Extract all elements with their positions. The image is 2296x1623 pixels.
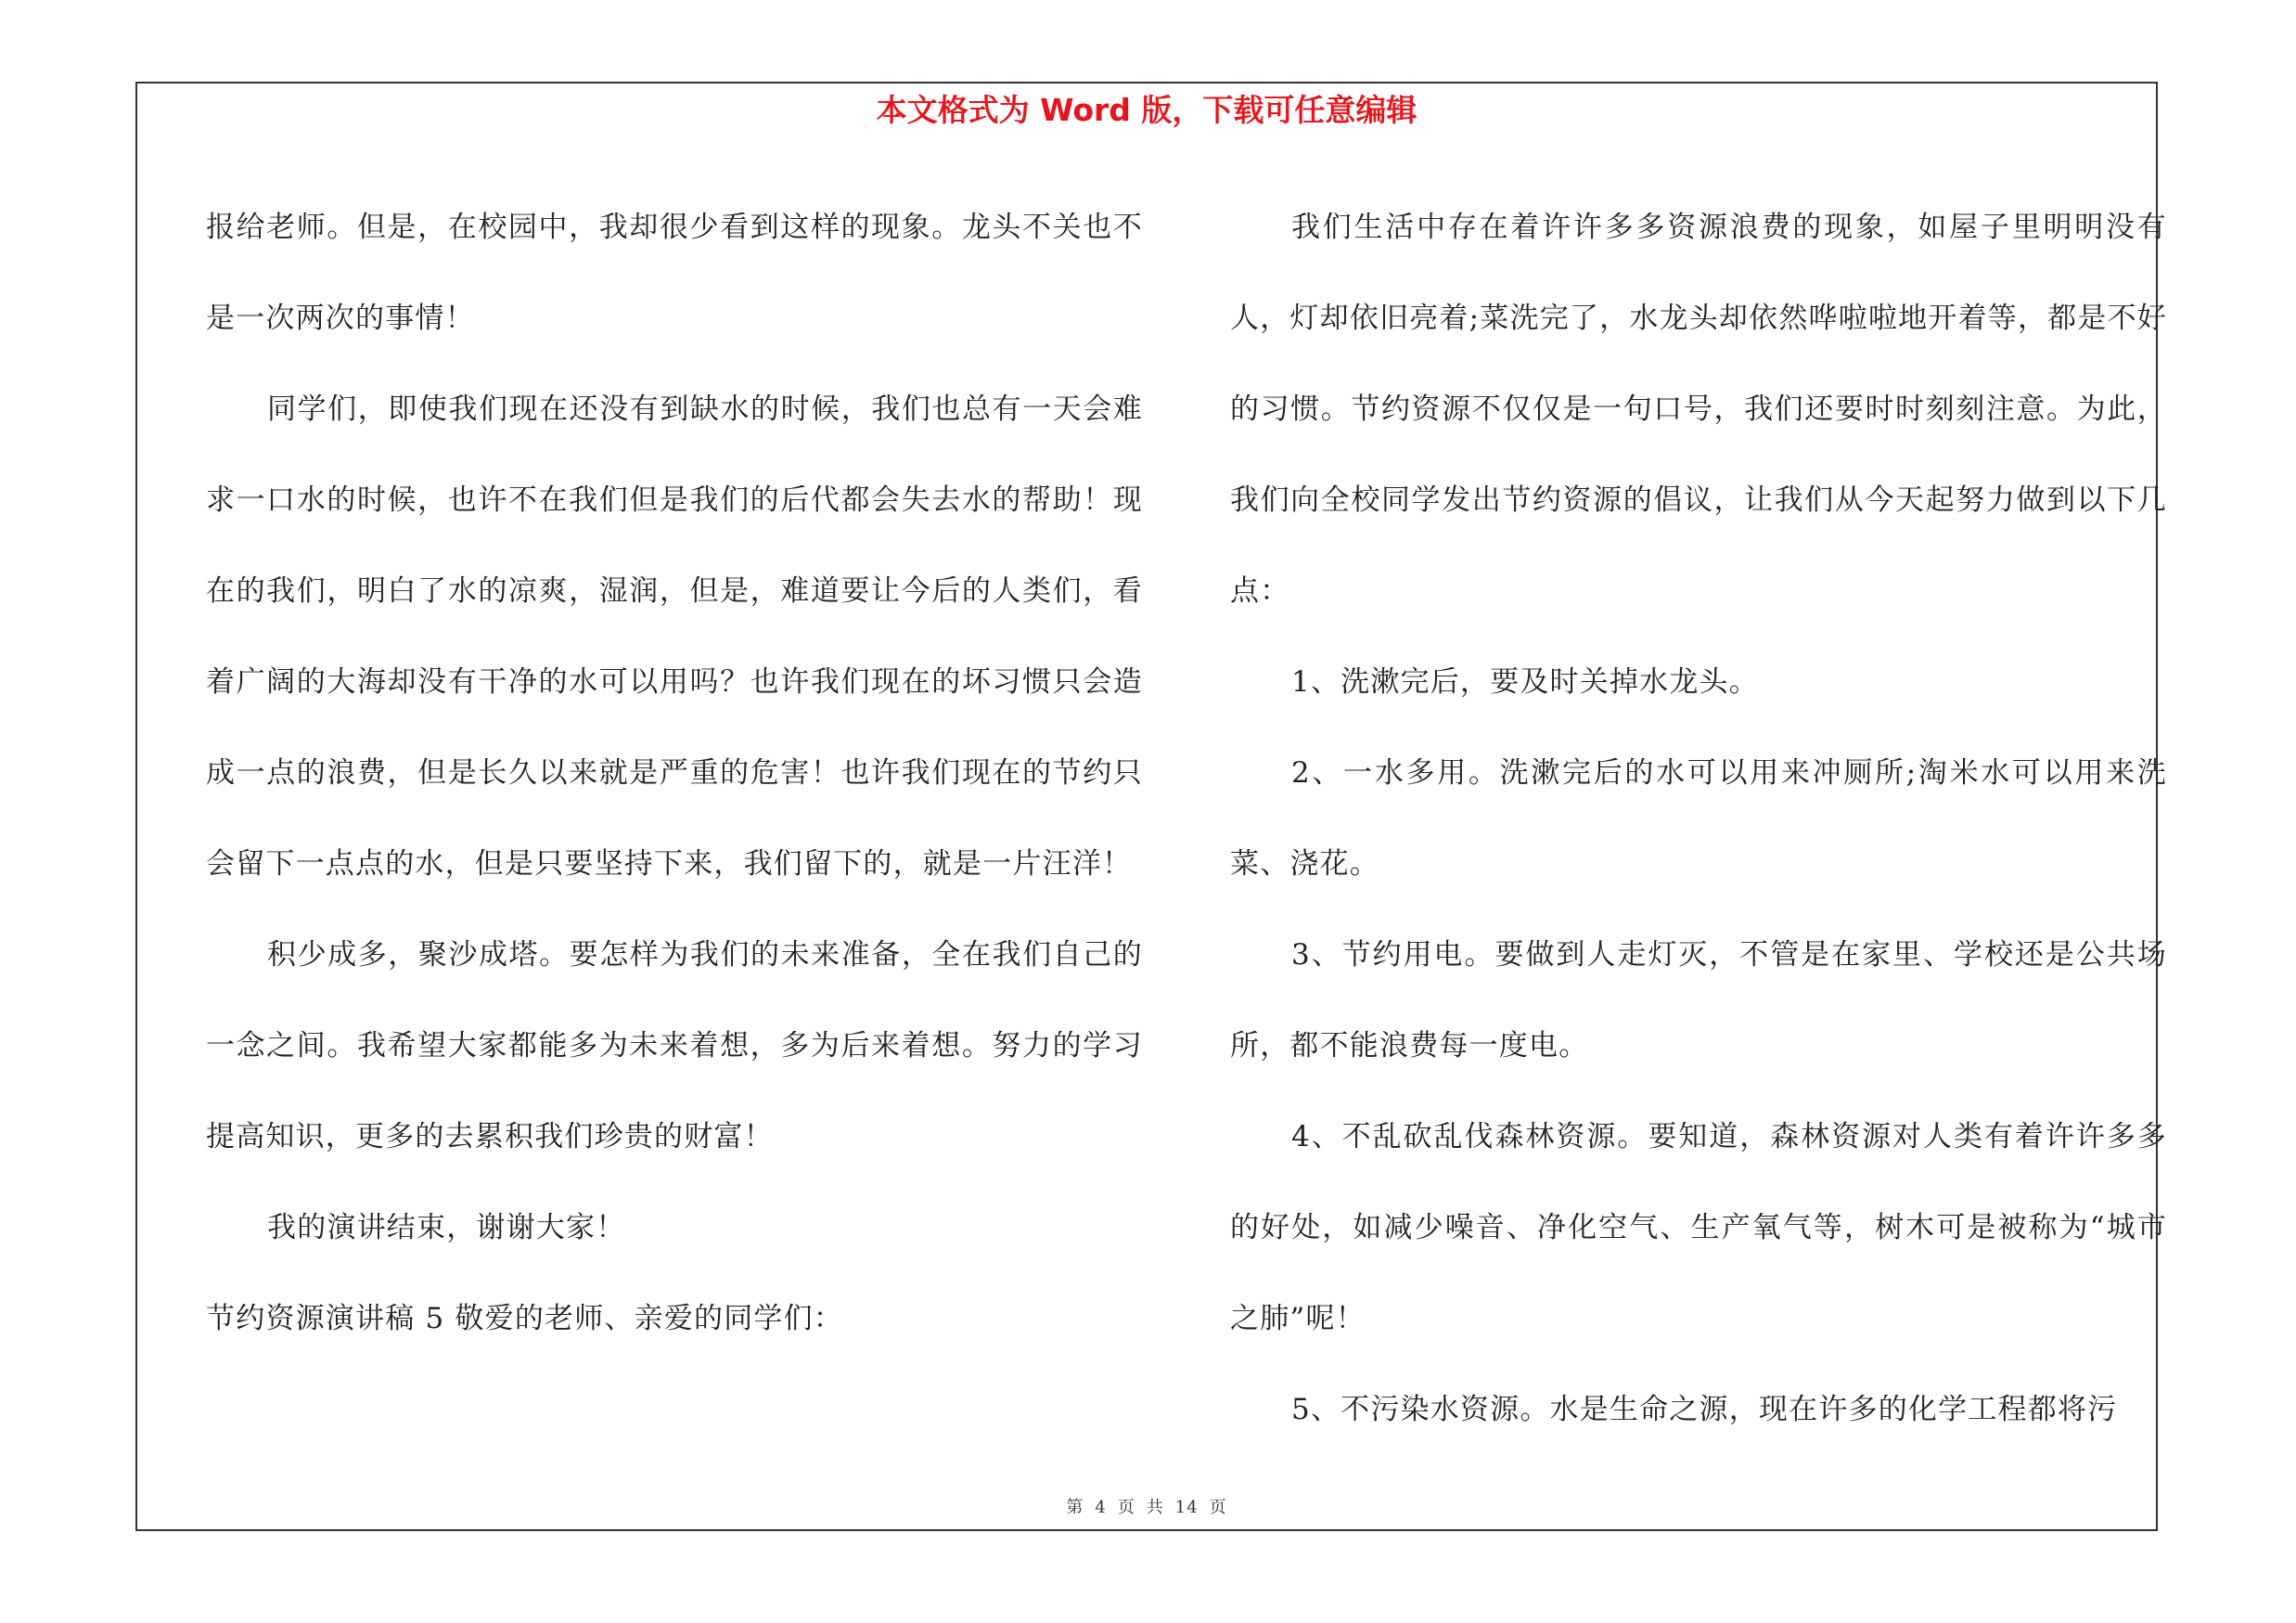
total-pages-number: 14	[1174, 1498, 1199, 1517]
list-item: 2、一水多用。洗漱完后的水可以用来冲厕所;淘米水可以用来洗菜、浇花。	[1230, 756, 2167, 881]
list-item: 4、不乱砍乱伐森林资源。要知道，森林资源对人类有着许许多多的好处，如减少噪音、净化空气、生产氧气等，树木可是被称为“城市之肺”呢！	[1230, 1120, 2167, 1335]
paragraph: 积少成多，聚沙成塔。要怎样为我们的未来准备，全在我们自己的一念之间。我希望大家都能多为未来着想，多为后来着想。努力的学习提高知识，更多的去累积我们珍贵的财富！	[206, 938, 1143, 1153]
format-notice-banner: 本文格式为 Word 版，下载可任意编辑	[876, 92, 1417, 128]
footer-label: 页	[1209, 1498, 1227, 1517]
paragraph: 我的演讲结束，谢谢大家！	[267, 1211, 626, 1244]
paragraph: 我们生活中存在着许许多多资源浪费的现象，如屋子里明明没有人，灯却依旧亮着;菜洗完了，水龙头却依然哗啦啦地开着等，都是不好的习惯。节约资源不仅仅是一句口号，我们还要时时刻刻注意。为此，我们向全校同学发出节约资源的倡议，让我们从今天起努力做到以下几点：	[1230, 211, 2167, 608]
left-column	[206, 182, 1143, 1364]
list-item: 3、节约用电。要做到人走灯灭，不管是在家里、学校还是公共场所，都不能浪费每一度电。	[1230, 938, 2167, 1063]
footer-label: 共	[1146, 1498, 1164, 1517]
paragraph: 同学们，即使我们现在还没有到缺水的时候，我们也总有一天会难求一口水的时候，也许不在我们但是我们的后代都会失去水的帮助！现在的我们，明白了水的凉爽，湿润，但是，难道要让今后的人类们，看着广阔的大海却没有干净的水可以用吗？也许我们现在的坏习惯只会造成一点的浪费，但是长久以来就是严重的危害！也许我们现在的节约只会留下一点点的水，但是只要坚持下来，我们留下的，就是一片汪洋！	[206, 393, 1143, 881]
page-number-footer	[135, 1494, 2158, 1518]
right-column	[1230, 182, 2167, 1455]
list-item: 1、洗漱完后，要及时关掉水龙头。	[1291, 665, 1759, 699]
list-item: 5、不污染水资源。水是生命之源，现在许多的化学工程都将污	[1291, 1393, 2118, 1426]
footer-label: 第	[1066, 1498, 1084, 1517]
current-page-number: 4	[1095, 1498, 1107, 1517]
paragraph: 报给老师。但是，在校园中，我却很少看到这样的现象。龙头不关也不是一次两次的事情！	[206, 211, 1143, 335]
paragraph: 节约资源演讲稿 5 敬爱的老师、亲爱的同学们：	[206, 1302, 844, 1335]
footer-label: 页	[1117, 1498, 1135, 1517]
